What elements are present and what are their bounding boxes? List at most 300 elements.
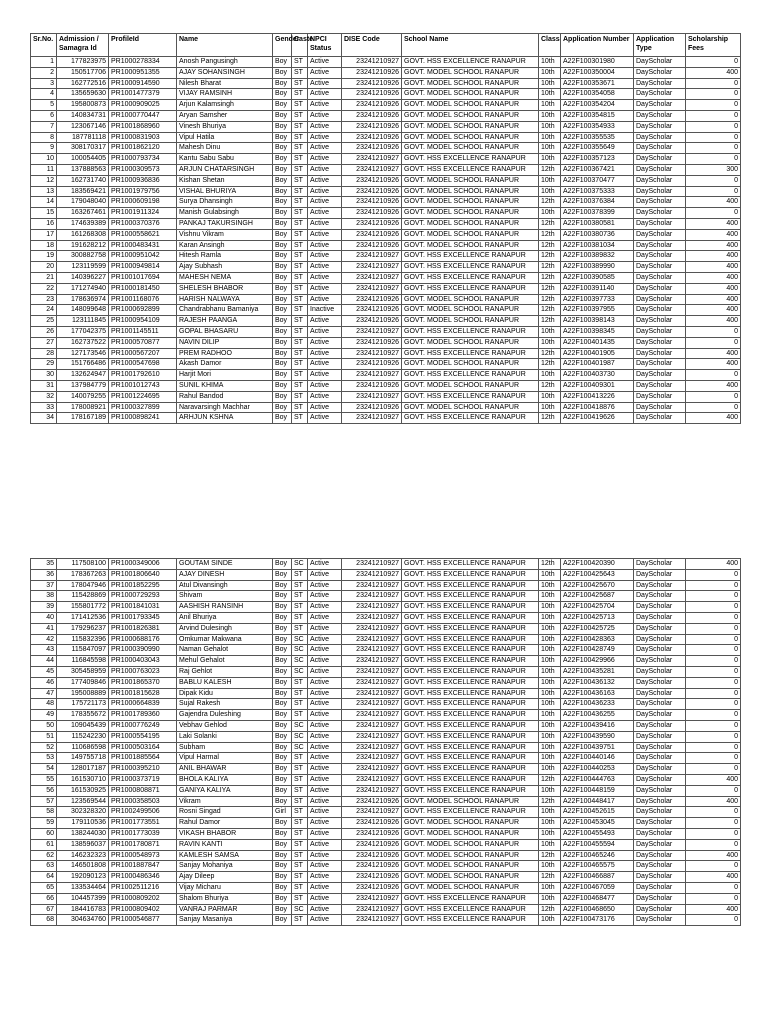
cell-name: AJAY DINESH — [177, 569, 273, 580]
cell-admission-id: 146501808 — [57, 861, 109, 872]
cell-caste: ST — [292, 612, 308, 623]
cell-profile-id: PR1001887847 — [109, 861, 177, 872]
cell-profile-id: PR1000370376 — [109, 218, 177, 229]
cell-gender: Boy — [273, 57, 292, 68]
cell-profile-id: PR1000831903 — [109, 132, 177, 143]
cell-dise-code: 23241210926 — [342, 229, 402, 240]
cell-profile-id: PR1000546877 — [109, 915, 177, 926]
cell-application-type: DayScholar — [634, 742, 686, 753]
table-body — [31, 57, 741, 424]
cell-application-type: DayScholar — [634, 623, 686, 634]
cell-profile-id: PR1001012743 — [109, 380, 177, 391]
cell-sr-no: 45 — [31, 666, 57, 677]
cell-caste: ST — [292, 764, 308, 775]
cell-dise-code: 23241210926 — [342, 208, 402, 219]
cell-application-number: A22F100428749 — [561, 645, 634, 656]
cell-class: 10th — [539, 818, 561, 829]
cell-application-type: DayScholar — [634, 391, 686, 402]
table-row — [31, 753, 741, 764]
cell-school-name: GOVT. MODEL SCHOOL RANAPUR — [402, 882, 539, 893]
cell-npci-status: Active — [308, 861, 342, 872]
cell-sr-no: 15 — [31, 208, 57, 219]
cell-application-number: A22F100354058 — [561, 89, 634, 100]
cell-class: 12th — [539, 272, 561, 283]
cell-name: Gajendra Duleshing — [177, 710, 273, 721]
cell-dise-code: 23241210927 — [342, 666, 402, 677]
cell-caste: ST — [292, 882, 308, 893]
cell-caste: ST — [292, 272, 308, 283]
cell-name: ARJUN CHATARSINGH — [177, 164, 273, 175]
cell-gender: Boy — [273, 569, 292, 580]
cell-class: 12th — [539, 850, 561, 861]
cell-profile-id: PR1001792610 — [109, 370, 177, 381]
cell-name: VIKASH BHABOR — [177, 828, 273, 839]
cell-application-number: A22F100465575 — [561, 861, 634, 872]
cell-scholarship-fees: 0 — [686, 623, 741, 634]
cell-gender: Boy — [273, 915, 292, 926]
cell-sr-no: 63 — [31, 861, 57, 872]
cell-scholarship-fees: 0 — [686, 753, 741, 764]
cell-application-number: A22F100468477 — [561, 893, 634, 904]
cell-application-type: DayScholar — [634, 602, 686, 613]
cell-gender: Boy — [273, 785, 292, 796]
cell-application-number: A22F100440146 — [561, 753, 634, 764]
cell-application-number: A22F100429966 — [561, 656, 634, 667]
cell-class: 12th — [539, 316, 561, 327]
cell-admission-id: 179110536 — [57, 818, 109, 829]
scholarship-table-1 — [30, 33, 741, 424]
cell-profile-id: PR1001789360 — [109, 710, 177, 721]
cell-school-name: GOVT. HSS EXCELLENCE RANAPUR — [402, 785, 539, 796]
cell-npci-status: Active — [308, 218, 342, 229]
cell-name: VIJAY RAMSINH — [177, 89, 273, 100]
cell-sr-no: 40 — [31, 612, 57, 623]
cell-school-name: GOVT. MODEL SCHOOL RANAPUR — [402, 337, 539, 348]
cell-class: 12th — [539, 872, 561, 883]
cell-application-type: DayScholar — [634, 591, 686, 602]
cell-profile-id: PR1000770447 — [109, 110, 177, 121]
cell-name: RAJESH PAANGA — [177, 316, 273, 327]
cell-dise-code: 23241210927 — [342, 602, 402, 613]
cell-scholarship-fees: 400 — [686, 559, 741, 570]
cell-npci-status: Active — [308, 785, 342, 796]
cell-gender: Boy — [273, 348, 292, 359]
cell-scholarship-fees: 400 — [686, 251, 741, 262]
cell-application-type: DayScholar — [634, 208, 686, 219]
cell-gender: Boy — [273, 359, 292, 370]
cell-dise-code: 23241210927 — [342, 57, 402, 68]
cell-name: PREM RADHOO — [177, 348, 273, 359]
cell-caste: ST — [292, 294, 308, 305]
cell-class: 12th — [539, 348, 561, 359]
cell-class: 12th — [539, 164, 561, 175]
cell-scholarship-fees: 0 — [686, 89, 741, 100]
cell-scholarship-fees: 0 — [686, 121, 741, 132]
table-row — [31, 828, 741, 839]
cell-dise-code: 23241210927 — [342, 720, 402, 731]
cell-application-number: A22F100425713 — [561, 612, 634, 623]
cell-class: 12th — [539, 262, 561, 273]
cell-gender: Boy — [273, 612, 292, 623]
cell-class: 10th — [539, 326, 561, 337]
cell-class: 10th — [539, 666, 561, 677]
cell-caste: ST — [292, 796, 308, 807]
cell-name: Mehul Gehalot — [177, 656, 273, 667]
cell-sr-no: 9 — [31, 143, 57, 154]
cell-caste: ST — [292, 283, 308, 294]
cell-school-name: GOVT. HSS EXCELLENCE RANAPUR — [402, 710, 539, 721]
cell-npci-status: Active — [308, 818, 342, 829]
cell-name: Rahul Bandod — [177, 391, 273, 402]
cell-admission-id: 178636974 — [57, 294, 109, 305]
cell-school-name: GOVT. HSS EXCELLENCE RANAPUR — [402, 154, 539, 165]
cell-name: PANKAJ TAKURSINGH — [177, 218, 273, 229]
cell-profile-id: PR1000763023 — [109, 666, 177, 677]
cell-scholarship-fees: 400 — [686, 316, 741, 327]
cell-name: Ajay Subhash — [177, 262, 273, 273]
table-row — [31, 370, 741, 381]
cell-application-type: DayScholar — [634, 218, 686, 229]
cell-admission-id: 177823975 — [57, 57, 109, 68]
cell-dise-code: 23241210927 — [342, 893, 402, 904]
cell-profile-id: PR1000809202 — [109, 893, 177, 904]
table-row — [31, 283, 741, 294]
cell-application-number: A22F100467059 — [561, 882, 634, 893]
cell-application-type: DayScholar — [634, 262, 686, 273]
cell-gender: Boy — [273, 731, 292, 742]
cell-gender: Boy — [273, 656, 292, 667]
cell-application-type: DayScholar — [634, 731, 686, 742]
cell-application-number: A22F100440253 — [561, 764, 634, 775]
cell-application-type: DayScholar — [634, 677, 686, 688]
cell-class: 10th — [539, 688, 561, 699]
cell-npci-status: Active — [308, 272, 342, 283]
cell-gender: Boy — [273, 861, 292, 872]
cell-school-name: GOVT. HSS EXCELLENCE RANAPUR — [402, 720, 539, 731]
cell-npci-status: Active — [308, 186, 342, 197]
cell-class: 10th — [539, 580, 561, 591]
cell-name: Anil Bhuriya — [177, 612, 273, 623]
cell-gender: Boy — [273, 688, 292, 699]
header-profile-id: ProfileId — [109, 34, 177, 57]
cell-scholarship-fees: 0 — [686, 893, 741, 904]
table-row — [31, 666, 741, 677]
cell-caste: ST — [292, 57, 308, 68]
cell-sr-no: 14 — [31, 197, 57, 208]
cell-sr-no: 20 — [31, 262, 57, 273]
cell-admission-id: 123119599 — [57, 262, 109, 273]
cell-dise-code: 23241210926 — [342, 89, 402, 100]
cell-application-type: DayScholar — [634, 186, 686, 197]
cell-caste: ST — [292, 154, 308, 165]
cell-scholarship-fees: 0 — [686, 634, 741, 645]
cell-scholarship-fees: 400 — [686, 305, 741, 316]
cell-admission-id: 127173546 — [57, 348, 109, 359]
cell-scholarship-fees: 0 — [686, 208, 741, 219]
cell-gender: Boy — [273, 818, 292, 829]
table-row — [31, 78, 741, 89]
table-row — [31, 359, 741, 370]
cell-scholarship-fees: 0 — [686, 645, 741, 656]
cell-admission-id: 123067146 — [57, 121, 109, 132]
cell-gender: Boy — [273, 154, 292, 165]
cell-dise-code: 23241210926 — [342, 67, 402, 78]
cell-profile-id: PR1000278334 — [109, 57, 177, 68]
cell-dise-code: 23241210927 — [342, 904, 402, 915]
cell-gender: Boy — [273, 645, 292, 656]
cell-scholarship-fees: 0 — [686, 602, 741, 613]
cell-dise-code: 23241210927 — [342, 774, 402, 785]
cell-admission-id: 195008889 — [57, 688, 109, 699]
cell-class: 10th — [539, 915, 561, 926]
cell-application-type: DayScholar — [634, 559, 686, 570]
cell-dise-code: 23241210927 — [342, 656, 402, 667]
table-row — [31, 262, 741, 273]
cell-application-type: DayScholar — [634, 753, 686, 764]
cell-name: VISHAL BHURIYA — [177, 186, 273, 197]
table-row — [31, 850, 741, 861]
cell-profile-id: PR1000483431 — [109, 240, 177, 251]
cell-admission-id: 304634760 — [57, 915, 109, 926]
cell-name: Rosni Singad — [177, 807, 273, 818]
cell-class: 10th — [539, 839, 561, 850]
cell-class: 12th — [539, 904, 561, 915]
cell-admission-id: 137984779 — [57, 380, 109, 391]
cell-sr-no: 38 — [31, 591, 57, 602]
cell-caste: ST — [292, 186, 308, 197]
cell-sr-no: 48 — [31, 699, 57, 710]
cell-caste: ST — [292, 591, 308, 602]
cell-application-type: DayScholar — [634, 305, 686, 316]
table-row — [31, 413, 741, 424]
cell-caste: SC — [292, 656, 308, 667]
table-row — [31, 915, 741, 926]
table-row — [31, 229, 741, 240]
cell-sr-no: 21 — [31, 272, 57, 283]
cell-sr-no: 32 — [31, 391, 57, 402]
cell-gender: Boy — [273, 413, 292, 424]
cell-sr-no: 24 — [31, 305, 57, 316]
cell-school-name: GOVT. HSS EXCELLENCE RANAPUR — [402, 326, 539, 337]
cell-profile-id: PR1000349006 — [109, 559, 177, 570]
cell-admission-id: 115832396 — [57, 634, 109, 645]
cell-application-number: A22F100409301 — [561, 380, 634, 391]
cell-sr-no: 59 — [31, 818, 57, 829]
cell-class: 10th — [539, 402, 561, 413]
header-application-number: Application Number — [561, 34, 634, 57]
cell-profile-id: PR1000486346 — [109, 872, 177, 883]
cell-scholarship-fees: 0 — [686, 677, 741, 688]
table-row — [31, 796, 741, 807]
cell-admission-id: 184416783 — [57, 904, 109, 915]
cell-sr-no: 49 — [31, 710, 57, 721]
cell-class: 10th — [539, 861, 561, 872]
cell-caste: ST — [292, 828, 308, 839]
table-row — [31, 677, 741, 688]
cell-school-name: GOVT. MODEL SCHOOL RANAPUR — [402, 110, 539, 121]
cell-class: 12th — [539, 251, 561, 262]
cell-class: 10th — [539, 208, 561, 219]
cell-sr-no: 16 — [31, 218, 57, 229]
cell-application-number: A22F100301980 — [561, 57, 634, 68]
cell-class: 10th — [539, 370, 561, 381]
cell-npci-status: Active — [308, 348, 342, 359]
cell-caste: ST — [292, 699, 308, 710]
table-row — [31, 402, 741, 413]
cell-caste: SC — [292, 720, 308, 731]
cell-npci-status: Active — [308, 121, 342, 132]
table-row — [31, 143, 741, 154]
cell-application-number: A22F100355535 — [561, 132, 634, 143]
cell-sr-no: 53 — [31, 753, 57, 764]
cell-npci-status: Active — [308, 370, 342, 381]
cell-npci-status: Active — [308, 89, 342, 100]
cell-sr-no: 46 — [31, 677, 57, 688]
cell-npci-status: Active — [308, 57, 342, 68]
cell-dise-code: 23241210926 — [342, 78, 402, 89]
cell-dise-code: 23241210927 — [342, 645, 402, 656]
cell-sr-no: 58 — [31, 807, 57, 818]
cell-application-number: A22F100390585 — [561, 272, 634, 283]
cell-caste: ST — [292, 580, 308, 591]
cell-gender: Boy — [273, 283, 292, 294]
cell-scholarship-fees: 400 — [686, 229, 741, 240]
cell-school-name: GOVT. HSS EXCELLENCE RANAPUR — [402, 623, 539, 634]
cell-profile-id: PR1001168076 — [109, 294, 177, 305]
table-row — [31, 872, 741, 883]
table-row — [31, 774, 741, 785]
table-row — [31, 688, 741, 699]
cell-dise-code: 23241210926 — [342, 197, 402, 208]
cell-school-name: GOVT. HSS EXCELLENCE RANAPUR — [402, 742, 539, 753]
cell-school-name: GOVT. HSS EXCELLENCE RANAPUR — [402, 731, 539, 742]
cell-school-name: GOVT. HSS EXCELLENCE RANAPUR — [402, 164, 539, 175]
cell-caste: ST — [292, 861, 308, 872]
table-row — [31, 164, 741, 175]
cell-school-name: GOVT. MODEL SCHOOL RANAPUR — [402, 229, 539, 240]
table-row — [31, 175, 741, 186]
cell-caste: ST — [292, 915, 308, 926]
cell-dise-code: 23241210926 — [342, 828, 402, 839]
cell-scholarship-fees: 400 — [686, 904, 741, 915]
cell-npci-status: Active — [308, 828, 342, 839]
cell-gender: Boy — [273, 893, 292, 904]
cell-sr-no: 18 — [31, 240, 57, 251]
cell-school-name: GOVT. MODEL SCHOOL RANAPUR — [402, 839, 539, 850]
cell-class: 12th — [539, 305, 561, 316]
table-row — [31, 882, 741, 893]
cell-sr-no: 65 — [31, 882, 57, 893]
cell-application-type: DayScholar — [634, 699, 686, 710]
cell-npci-status: Active — [308, 326, 342, 337]
cell-application-number: A22F100418876 — [561, 402, 634, 413]
cell-class: 10th — [539, 121, 561, 132]
cell-school-name: GOVT. MODEL SCHOOL RANAPUR — [402, 861, 539, 872]
cell-name: Aryan Samsher — [177, 110, 273, 121]
cell-npci-status: Active — [308, 666, 342, 677]
cell-dise-code: 23241210926 — [342, 186, 402, 197]
cell-admission-id: 174639389 — [57, 218, 109, 229]
cell-application-type: DayScholar — [634, 569, 686, 580]
cell-npci-status: Active — [308, 359, 342, 370]
cell-school-name: GOVT. MODEL SCHOOL RANAPUR — [402, 240, 539, 251]
cell-sr-no: 7 — [31, 121, 57, 132]
cell-profile-id: PR1000729293 — [109, 591, 177, 602]
cell-admission-id: 178047946 — [57, 580, 109, 591]
cell-admission-id: 192090123 — [57, 872, 109, 883]
cell-application-type: DayScholar — [634, 67, 686, 78]
cell-class: 12th — [539, 359, 561, 370]
table-row — [31, 57, 741, 68]
table-row — [31, 699, 741, 710]
cell-name: Sujal Rakesh — [177, 699, 273, 710]
cell-npci-status: Active — [308, 78, 342, 89]
cell-school-name: GOVT. HSS EXCELLENCE RANAPUR — [402, 348, 539, 359]
cell-admission-id: 140834731 — [57, 110, 109, 121]
cell-gender: Boy — [273, 828, 292, 839]
cell-caste: ST — [292, 132, 308, 143]
cell-application-type: DayScholar — [634, 283, 686, 294]
table-row — [31, 186, 741, 197]
cell-caste: ST — [292, 623, 308, 634]
cell-application-number: A22F100376384 — [561, 197, 634, 208]
cell-dise-code: 23241210926 — [342, 305, 402, 316]
cell-name: AASHISH RANSINH — [177, 602, 273, 613]
cell-name: Sanjay Mohaniya — [177, 861, 273, 872]
cell-application-type: DayScholar — [634, 612, 686, 623]
cell-application-type: DayScholar — [634, 402, 686, 413]
cell-name: Surya Dhansingh — [177, 197, 273, 208]
cell-npci-status: Active — [308, 850, 342, 861]
cell-profile-id: PR1001852295 — [109, 580, 177, 591]
cell-caste: ST — [292, 391, 308, 402]
table-body — [31, 559, 741, 926]
cell-admission-id: 115242230 — [57, 731, 109, 742]
cell-admission-id: 183569421 — [57, 186, 109, 197]
cell-name: Chandrabhanu Bamaniya — [177, 305, 273, 316]
cell-admission-id: 149755718 — [57, 753, 109, 764]
cell-school-name: GOVT. HSS EXCELLENCE RANAPUR — [402, 580, 539, 591]
cell-dise-code: 23241210926 — [342, 240, 402, 251]
table-row — [31, 591, 741, 602]
cell-profile-id: PR1000692899 — [109, 305, 177, 316]
cell-scholarship-fees: 0 — [686, 186, 741, 197]
cell-sr-no: 52 — [31, 742, 57, 753]
cell-dise-code: 23241210926 — [342, 175, 402, 186]
cell-scholarship-fees: 0 — [686, 818, 741, 829]
cell-application-type: DayScholar — [634, 818, 686, 829]
cell-dise-code: 23241210927 — [342, 807, 402, 818]
cell-admission-id: 109045439 — [57, 720, 109, 731]
cell-caste: ST — [292, 262, 308, 273]
cell-npci-status: Active — [308, 904, 342, 915]
cell-school-name: GOVT. HSS EXCELLENCE RANAPUR — [402, 753, 539, 764]
cell-name: GANIYA KALIYA — [177, 785, 273, 796]
cell-caste: ST — [292, 218, 308, 229]
cell-profile-id: PR1000309573 — [109, 164, 177, 175]
cell-class: 10th — [539, 807, 561, 818]
cell-caste: ST — [292, 316, 308, 327]
cell-class: 10th — [539, 602, 561, 613]
cell-npci-status: Active — [308, 807, 342, 818]
cell-sr-no: 11 — [31, 164, 57, 175]
cell-caste: ST — [292, 402, 308, 413]
cell-scholarship-fees: 0 — [686, 807, 741, 818]
cell-gender: Boy — [273, 710, 292, 721]
cell-npci-status: Active — [308, 100, 342, 111]
cell-caste: ST — [292, 602, 308, 613]
cell-scholarship-fees: 0 — [686, 699, 741, 710]
